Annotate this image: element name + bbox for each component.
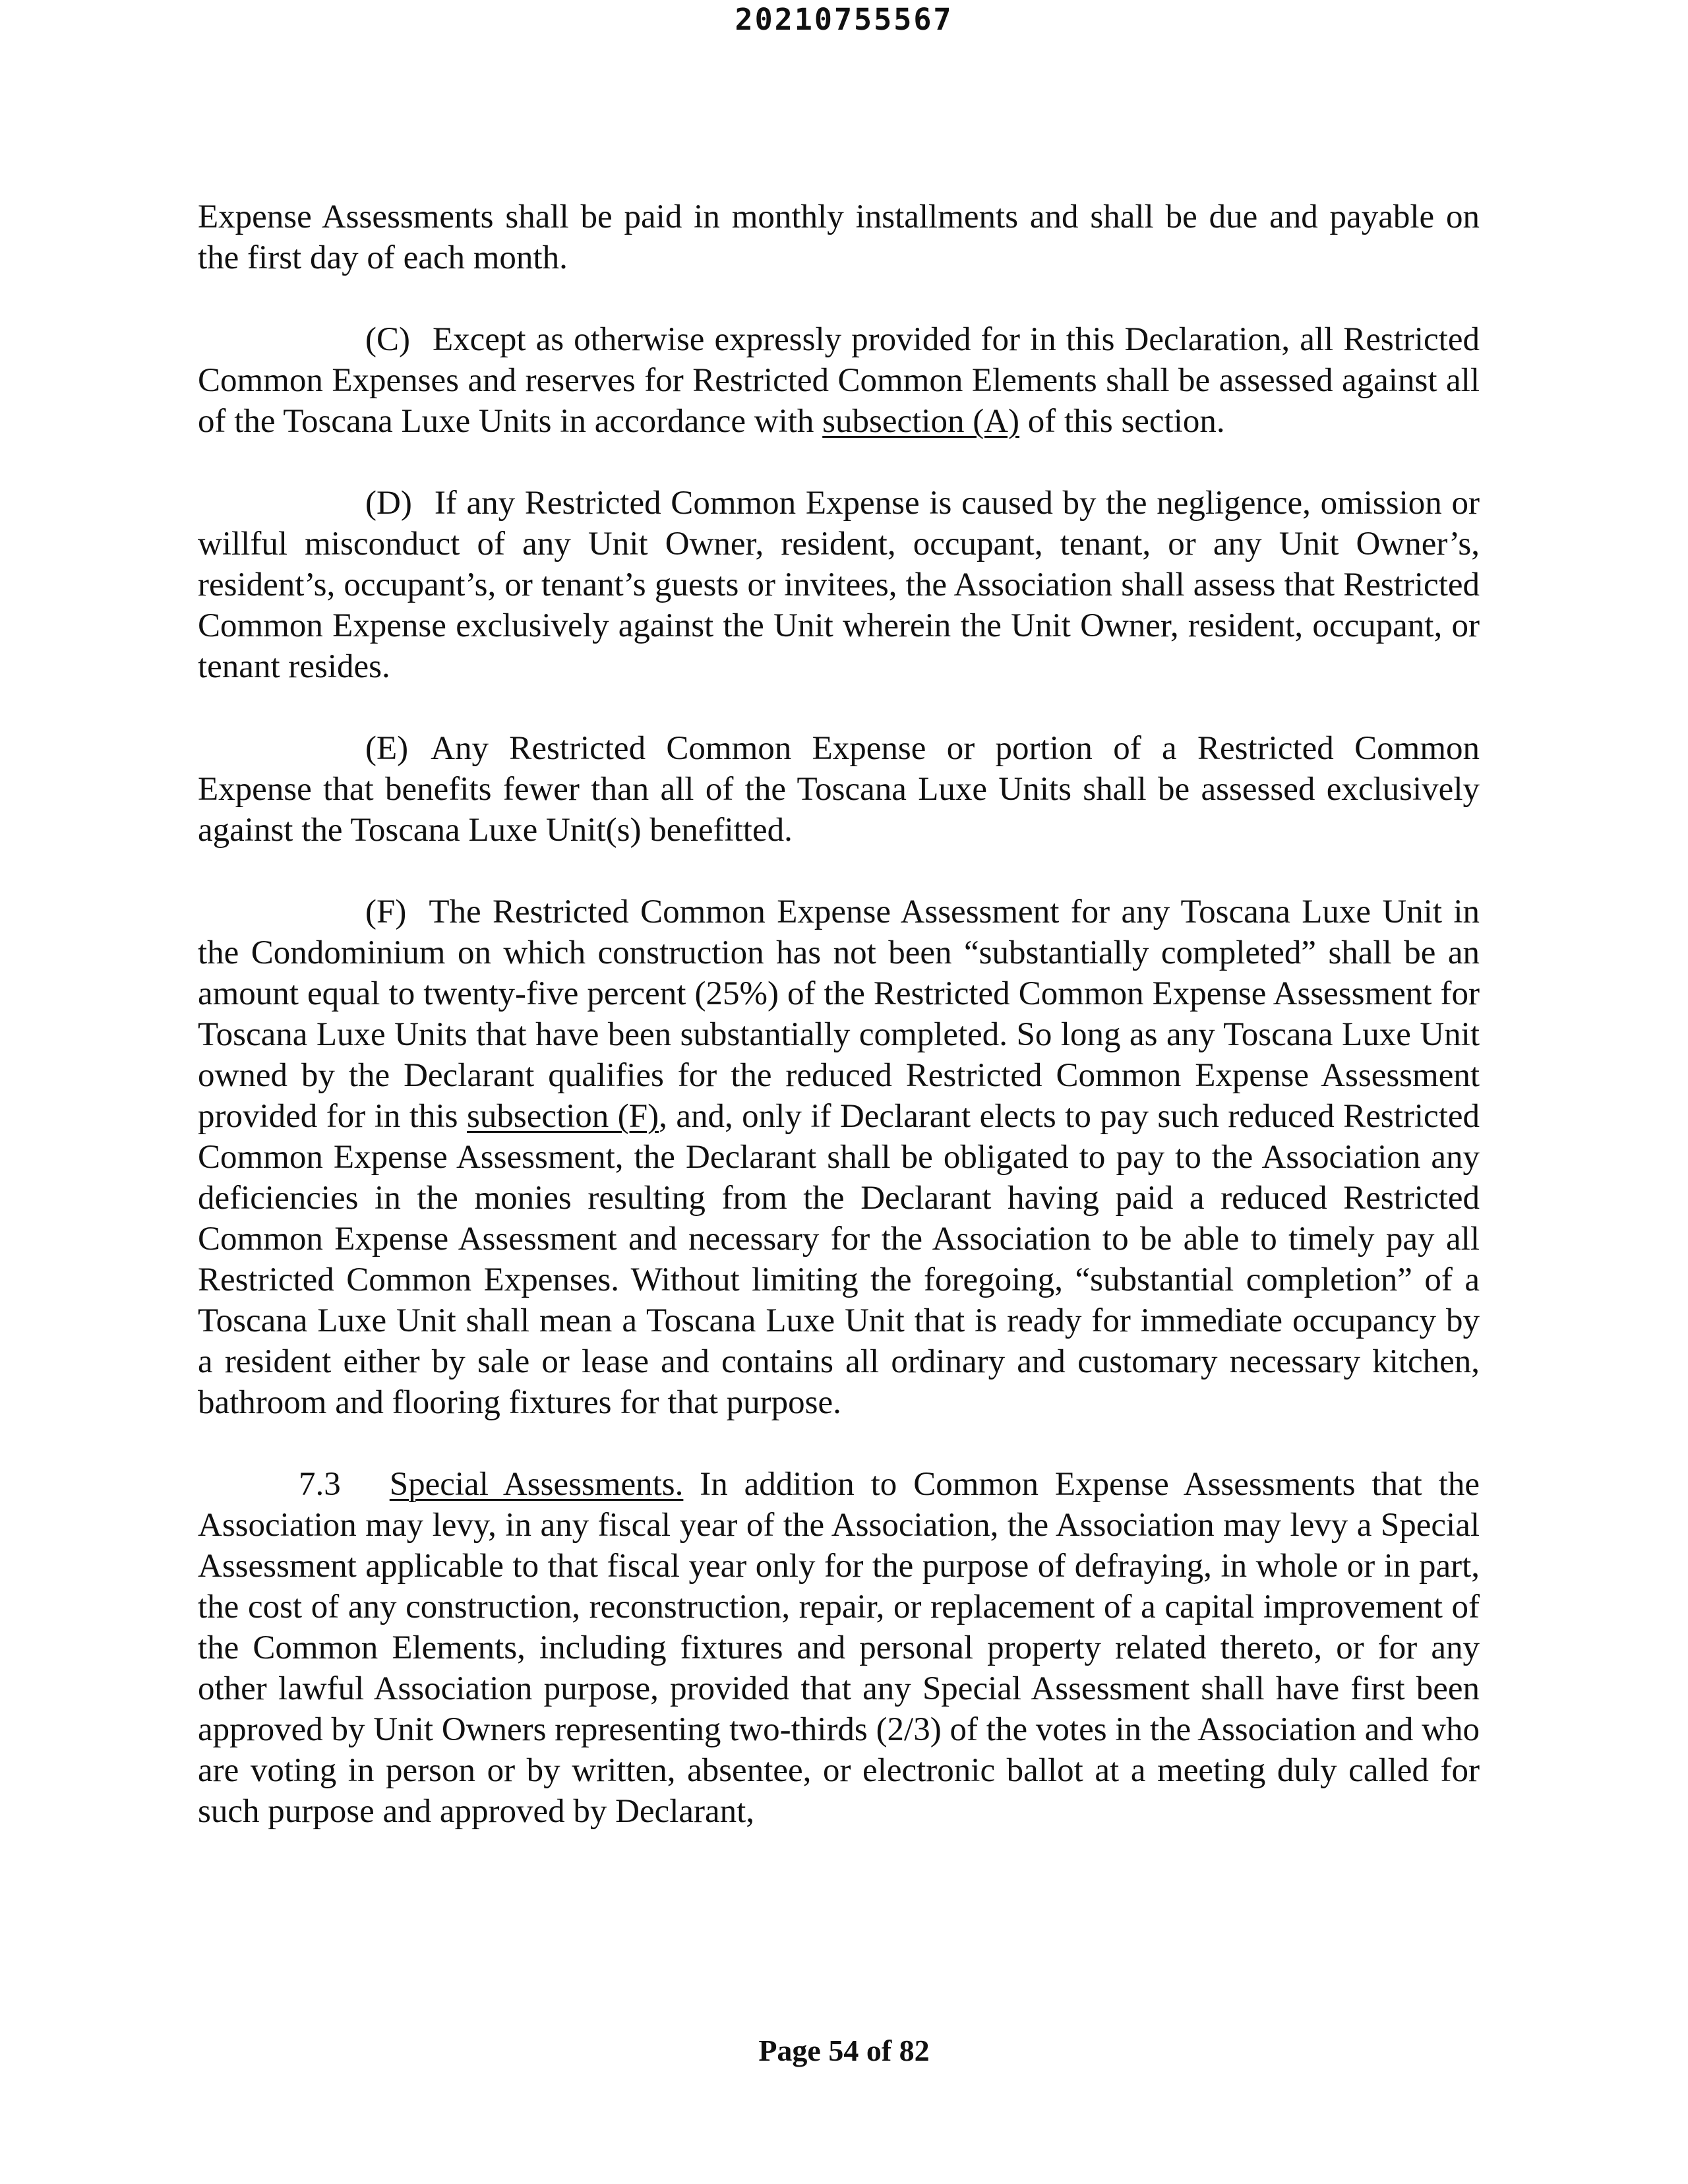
cross-reference-subsection-f: subsection (F) — [467, 1098, 659, 1135]
paragraph-label: (D) — [365, 485, 412, 522]
paragraph-f — [198, 892, 1480, 1423]
paragraph-text: Any Restricted Common Expense or portion of a Restricted Common Expense that benefits fewer than all of the Toscana Luxe Units shall be assessed exclusively against the Toscana Luxe Unit(s) benefitted. — [198, 730, 1480, 849]
section-heading: Special Assessments. — [389, 1466, 684, 1503]
section-7-3 — [198, 1464, 1480, 1832]
paragraph-e — [198, 728, 1480, 851]
page-number: Page 54 of 82 — [758, 2034, 930, 2067]
paragraph-text: The Restricted Common Expense Assessment for any Toscana Luxe Unit in the Condominium on which construction has not been “substantially completed” shall be an amount equal to twenty-five percent (25%) of the Restricted Common Expense Assessment for Toscana Luxe Units that have been substantially completed. So long as any Toscana Luxe Unit owned by the Declarant qualifies for the reduced Restricted Common Expense Assessment provided for in this — [198, 894, 1480, 1135]
paragraph-text: Except as otherwise expressly provided for in this Declaration, all Restricted Common Expenses and reserves for Restricted Common Elements shall be assessed against all of the Toscana Luxe Units in accordance with — [198, 321, 1480, 440]
paragraph-label: (E) — [365, 730, 409, 767]
paragraph-label: (C) — [365, 321, 410, 358]
paragraph-c — [198, 319, 1480, 442]
section-text: In addition to Common Expense Assessments that the Association may levy, in any fiscal year of the Association, the Association may levy a Special Assessment applicable to that fiscal year only for the purpose of defraying, in whole or in part, the cost of any construction, reconstruction, repair, or replacement of a capital improvement of the Common Elements, including fixtures and personal property related thereto, or for any other lawful Association purpose, provided that any Special Assessment shall have first been approved by Unit Owners representing two-thirds (2/3) of the votes in the Association and who are voting in person or by written, absentee, or electronic ballot at a meeting duly called for such purpose and approved by Declarant, — [198, 1466, 1480, 1830]
section-number: 7.3 — [299, 1466, 341, 1503]
cross-reference-subsection-a: subsection (A) — [822, 403, 1020, 440]
paragraph-d — [198, 483, 1480, 687]
paragraph-text: If any Restricted Common Expense is caused by the negligence, omission or willful misconduct of any Unit Owner, resident, occupant, tenant, or any Unit Owner’s, resident’s, occupant’s, or tenant’s guests or invitees, the Association shall assess that Restricted Common Expense exclusively against the Unit wherein the Unit Owner, resident, occupant, or tenant resides. — [198, 485, 1480, 685]
paragraph-continuation — [198, 197, 1480, 278]
paragraph-label: (F) — [365, 894, 407, 930]
paragraph-text: of this section. — [1027, 403, 1225, 440]
paragraph-text: Expense Assessments shall be paid in monthly installments and shall be due and payable on the first day of each month. — [198, 198, 1480, 276]
paragraph-text: , and, only if Declarant elects to pay such reduced Restricted Common Expense Assessment, the Declarant shall be obligated to pay to the Association any deficiencies in the monies resulting from the Declarant having paid a reduced Restricted Common Expense Assessment and necessary for the Association to be able to timely pay all Restricted Common Expenses. Without limiting the foregoing, “substantial completion” of a Toscana Luxe Unit shall mean a Toscana Luxe Unit that is ready for immediate occupancy by a resident either by sale or lease and contains all ordinary and customary necessary kitchen, bathroom and flooring fixtures for that purpose. — [198, 1098, 1480, 1421]
document-body — [198, 197, 1480, 1873]
document-number: 20210755567 — [735, 2, 953, 37]
